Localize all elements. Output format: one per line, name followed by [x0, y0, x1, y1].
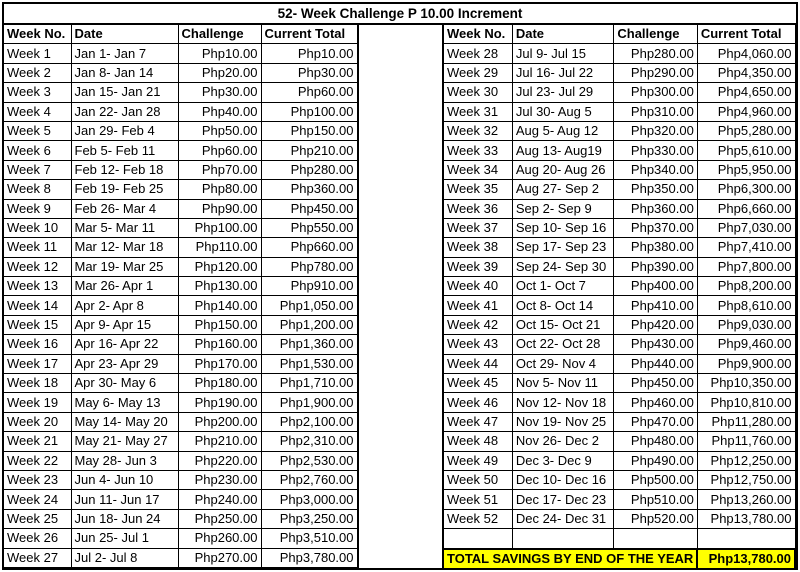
- header-date: Date: [512, 25, 614, 44]
- current-total-cell: Php1,050.00: [261, 296, 357, 315]
- current-total-cell: Php5,280.00: [697, 121, 795, 140]
- current-total-cell: Php1,360.00: [261, 335, 357, 354]
- table-row: [4, 160, 357, 179]
- date-cell: Jun 4- Jun 10: [71, 470, 178, 489]
- week-no-cell: Week 42: [444, 315, 512, 334]
- week-no-cell: Week 8: [4, 180, 71, 199]
- table-row: [4, 470, 357, 489]
- table-row: [444, 374, 795, 393]
- current-total-cell: [697, 529, 795, 549]
- challenge-cell: Php470.00: [614, 412, 697, 431]
- week-no-cell: Week 2: [4, 63, 71, 82]
- table-row: [4, 529, 357, 548]
- table-row: [4, 393, 357, 412]
- date-cell: Apr 9- Apr 15: [71, 315, 178, 334]
- challenge-cell: Php340.00: [614, 160, 697, 179]
- challenge-cell: Php250.00: [178, 509, 261, 528]
- table-row: [444, 509, 795, 528]
- challenge-cell: Php210.00: [178, 432, 261, 451]
- challenge-cell: Php270.00: [178, 548, 261, 567]
- week-no-cell: Week 15: [4, 315, 71, 334]
- header-challenge: Challenge: [178, 25, 261, 44]
- current-total-cell: Php8,610.00: [697, 296, 795, 315]
- date-cell: Jun 25- Jul 1: [71, 529, 178, 548]
- week-no-cell: Week 25: [4, 509, 71, 528]
- current-total-cell: Php210.00: [261, 141, 357, 160]
- date-cell: Jun 18- Jun 24: [71, 509, 178, 528]
- date-cell: Oct 8- Oct 14: [512, 296, 614, 315]
- current-total-cell: Php2,530.00: [261, 451, 357, 470]
- challenge-cell: Php320.00: [614, 121, 697, 140]
- date-cell: May 28- Jun 3: [71, 451, 178, 470]
- challenge-cell: Php150.00: [178, 315, 261, 334]
- week-no-cell: Week 36: [444, 199, 512, 218]
- current-total-cell: Php100.00: [261, 102, 357, 121]
- date-cell: Mar 19- Mar 25: [71, 257, 178, 276]
- current-total-cell: Php6,300.00: [697, 180, 795, 199]
- current-total-cell: Php1,900.00: [261, 393, 357, 412]
- date-cell: Sep 10- Sep 16: [512, 218, 614, 237]
- challenge-cell: Php180.00: [178, 374, 261, 393]
- date-cell: Nov 12- Nov 18: [512, 393, 614, 412]
- date-cell: Aug 27- Sep 2: [512, 180, 614, 199]
- current-total-cell: Php4,350.00: [697, 63, 795, 82]
- date-cell: Nov 19- Nov 25: [512, 412, 614, 431]
- table-row: [4, 509, 357, 528]
- week-no-cell: Week 22: [4, 451, 71, 470]
- challenge-cell: Php480.00: [614, 432, 697, 451]
- table-row: [444, 257, 795, 276]
- table-row: [4, 490, 357, 509]
- challenge-cell: Php140.00: [178, 296, 261, 315]
- week-no-cell: Week 33: [444, 141, 512, 160]
- table-row: [444, 277, 795, 296]
- date-cell: Dec 3- Dec 9: [512, 451, 614, 470]
- date-cell: [512, 529, 614, 549]
- current-total-cell: Php2,760.00: [261, 470, 357, 489]
- table-row: [4, 451, 357, 470]
- challenge-cell: Php280.00: [614, 44, 697, 63]
- week-no-cell: Week 34: [444, 160, 512, 179]
- current-total-cell: Php910.00: [261, 277, 357, 296]
- table-row: [4, 335, 357, 354]
- week-no-cell: Week 43: [444, 335, 512, 354]
- week-no-cell: Week 16: [4, 335, 71, 354]
- week-no-cell: Week 27: [4, 548, 71, 567]
- week-no-cell: Week 48: [444, 432, 512, 451]
- challenge-cell: Php510.00: [614, 490, 697, 509]
- current-total-cell: Php280.00: [261, 160, 357, 179]
- challenge-cell: Php10.00: [178, 44, 261, 63]
- challenge-cell: Php410.00: [614, 296, 697, 315]
- challenge-cell: Php520.00: [614, 509, 697, 528]
- date-cell: Dec 17- Dec 23: [512, 490, 614, 509]
- table-row: [444, 238, 795, 257]
- table-row: [4, 277, 357, 296]
- table-row: [444, 432, 795, 451]
- challenge-cell: Php20.00: [178, 63, 261, 82]
- challenge-cell: Php360.00: [614, 199, 697, 218]
- week-no-cell: Week 13: [4, 277, 71, 296]
- date-cell: Dec 24- Dec 31: [512, 509, 614, 528]
- current-total-cell: Php4,650.00: [697, 83, 795, 102]
- date-cell: Apr 2- Apr 8: [71, 296, 178, 315]
- challenge-cell: Php110.00: [178, 238, 261, 257]
- week-no-cell: Week 6: [4, 141, 71, 160]
- total-row: [444, 549, 795, 569]
- current-total-cell: Php9,030.00: [697, 315, 795, 334]
- week-no-cell: Week 20: [4, 412, 71, 431]
- table-row: [4, 180, 357, 199]
- date-cell: Feb 19- Feb 25: [71, 180, 178, 199]
- challenge-cell: Php390.00: [614, 257, 697, 276]
- current-total-cell: Php5,610.00: [697, 141, 795, 160]
- week-no-cell: Week 45: [444, 374, 512, 393]
- challenge-cell: Php40.00: [178, 102, 261, 121]
- date-cell: Jan 29- Feb 4: [71, 121, 178, 140]
- date-cell: Aug 13- Aug19: [512, 141, 614, 160]
- challenge-cell: Php310.00: [614, 102, 697, 121]
- week-no-cell: Week 24: [4, 490, 71, 509]
- header-week-no: Week No.: [444, 25, 512, 44]
- challenge-cell: Php490.00: [614, 451, 697, 470]
- table-row: [444, 315, 795, 334]
- header-challenge: Challenge: [614, 25, 697, 44]
- current-total-cell: Php10,810.00: [697, 393, 795, 412]
- week-no-cell: Week 50: [444, 470, 512, 489]
- week-no-cell: Week 30: [444, 83, 512, 102]
- challenge-cell: Php300.00: [614, 83, 697, 102]
- current-total-cell: Php3,250.00: [261, 509, 357, 528]
- date-cell: Jul 30- Aug 5: [512, 102, 614, 121]
- date-cell: Oct 22- Oct 28: [512, 335, 614, 354]
- current-total-cell: Php4,960.00: [697, 102, 795, 121]
- current-total-cell: Php30.00: [261, 63, 357, 82]
- challenge-cell: Php430.00: [614, 335, 697, 354]
- date-cell: Jul 16- Jul 22: [512, 63, 614, 82]
- date-cell: Sep 2- Sep 9: [512, 199, 614, 218]
- left-table-panel: [4, 25, 358, 568]
- week-no-cell: Week 18: [4, 374, 71, 393]
- week-no-cell: Week 4: [4, 102, 71, 121]
- date-cell: Sep 17- Sep 23: [512, 238, 614, 257]
- header-current-total: Current Total: [697, 25, 795, 44]
- week-no-cell: Week 11: [4, 238, 71, 257]
- savings-sheet: [2, 2, 798, 570]
- date-cell: Aug 5- Aug 12: [512, 121, 614, 140]
- current-total-cell: Php2,100.00: [261, 412, 357, 431]
- challenge-cell: Php230.00: [178, 470, 261, 489]
- week-no-cell: Week 47: [444, 412, 512, 431]
- current-total-cell: Php7,410.00: [697, 238, 795, 257]
- current-total-cell: Php9,900.00: [697, 354, 795, 373]
- table-row: [444, 44, 795, 63]
- week-no-cell: Week 12: [4, 257, 71, 276]
- header-date: Date: [71, 25, 178, 44]
- header-week-no: Week No.: [4, 25, 71, 44]
- date-cell: Jan 22- Jan 28: [71, 102, 178, 121]
- date-cell: Apr 30- May 6: [71, 374, 178, 393]
- week-no-cell: Week 3: [4, 83, 71, 102]
- current-total-cell: Php550.00: [261, 218, 357, 237]
- week-no-cell: Week 14: [4, 296, 71, 315]
- date-cell: Jul 23- Jul 29: [512, 83, 614, 102]
- current-total-cell: Php7,800.00: [697, 257, 795, 276]
- week-no-cell: Week 40: [444, 277, 512, 296]
- week-no-cell: Week 29: [444, 63, 512, 82]
- challenge-cell: Php330.00: [614, 141, 697, 160]
- current-total-cell: Php4,060.00: [697, 44, 795, 63]
- date-cell: Jan 1- Jan 7: [71, 44, 178, 63]
- week-no-cell: Week 37: [444, 218, 512, 237]
- week-no-cell: Week 35: [444, 180, 512, 199]
- table-row: [4, 102, 357, 121]
- current-total-cell: Php150.00: [261, 121, 357, 140]
- week-no-cell: Week 26: [4, 529, 71, 548]
- current-total-cell: Php11,760.00: [697, 432, 795, 451]
- week-no-cell: Week 9: [4, 199, 71, 218]
- current-total-cell: Php3,510.00: [261, 529, 357, 548]
- date-cell: May 21- May 27: [71, 432, 178, 451]
- weeks-table-right: [444, 25, 796, 570]
- current-total-cell: Php12,750.00: [697, 470, 795, 489]
- challenge-cell: Php70.00: [178, 160, 261, 179]
- current-total-cell: Php10.00: [261, 44, 357, 63]
- date-cell: Oct 1- Oct 7: [512, 277, 614, 296]
- date-cell: Nov 26- Dec 2: [512, 432, 614, 451]
- table-row: [444, 63, 795, 82]
- week-no-cell: Week 39: [444, 257, 512, 276]
- current-total-cell: Php3,780.00: [261, 548, 357, 567]
- table-row: [444, 83, 795, 102]
- challenge-cell: Php30.00: [178, 83, 261, 102]
- date-cell: Feb 12- Feb 18: [71, 160, 178, 179]
- week-no-cell: Week 32: [444, 121, 512, 140]
- challenge-cell: Php60.00: [178, 141, 261, 160]
- table-row: [444, 199, 795, 218]
- challenge-cell: Php80.00: [178, 180, 261, 199]
- challenge-cell: Php190.00: [178, 393, 261, 412]
- table-row: [444, 529, 795, 549]
- date-cell: Jul 9- Jul 15: [512, 44, 614, 63]
- sheet-title: 52- Week Challenge P 10.00 Increment: [4, 4, 796, 25]
- week-no-cell: Week 28: [444, 44, 512, 63]
- week-no-cell: Week 49: [444, 451, 512, 470]
- table-row: [444, 121, 795, 140]
- date-cell: Nov 5- Nov 11: [512, 374, 614, 393]
- table-row: [444, 354, 795, 373]
- challenge-cell: Php240.00: [178, 490, 261, 509]
- date-cell: May 14- May 20: [71, 412, 178, 431]
- challenge-cell: Php290.00: [614, 63, 697, 82]
- challenge-cell: Php120.00: [178, 257, 261, 276]
- table-row: [4, 296, 357, 315]
- week-no-cell: Week 46: [444, 393, 512, 412]
- date-cell: Aug 20- Aug 26: [512, 160, 614, 179]
- current-total-cell: Php12,250.00: [697, 451, 795, 470]
- current-total-cell: Php11,280.00: [697, 412, 795, 431]
- date-cell: Apr 16- Apr 22: [71, 335, 178, 354]
- week-no-cell: Week 23: [4, 470, 71, 489]
- current-total-cell: Php1,710.00: [261, 374, 357, 393]
- week-no-cell: Week 41: [444, 296, 512, 315]
- table-row: [4, 257, 357, 276]
- current-total-cell: Php7,030.00: [697, 218, 795, 237]
- table-row: [4, 44, 357, 63]
- table-row: [4, 315, 357, 334]
- challenge-cell: [614, 529, 697, 549]
- table-row: [444, 141, 795, 160]
- challenge-cell: Php220.00: [178, 451, 261, 470]
- current-total-cell: Php1,530.00: [261, 354, 357, 373]
- current-total-cell: Php13,780.00: [697, 509, 795, 528]
- date-cell: Feb 5- Feb 11: [71, 141, 178, 160]
- challenge-cell: Php170.00: [178, 354, 261, 373]
- challenge-cell: Php160.00: [178, 335, 261, 354]
- weeks-table-left: [4, 25, 358, 568]
- challenge-cell: Php370.00: [614, 218, 697, 237]
- week-no-cell: Week 1: [4, 44, 71, 63]
- table-row: [444, 180, 795, 199]
- total-savings-label: TOTAL SAVINGS BY END OF THE YEAR: [444, 549, 697, 569]
- date-cell: Mar 5- Mar 11: [71, 218, 178, 237]
- table-row: [4, 63, 357, 82]
- current-total-cell: Php6,660.00: [697, 199, 795, 218]
- week-no-cell: Week 38: [444, 238, 512, 257]
- challenge-cell: Php200.00: [178, 412, 261, 431]
- date-cell: Jul 2- Jul 8: [71, 548, 178, 567]
- current-total-cell: Php9,460.00: [697, 335, 795, 354]
- current-total-cell: Php660.00: [261, 238, 357, 257]
- challenge-cell: Php460.00: [614, 393, 697, 412]
- current-total-cell: Php3,000.00: [261, 490, 357, 509]
- current-total-cell: Php10,350.00: [697, 374, 795, 393]
- challenge-cell: Php400.00: [614, 277, 697, 296]
- date-cell: Jan 15- Jan 21: [71, 83, 178, 102]
- table-row: [4, 548, 357, 567]
- right-table-panel: [444, 25, 796, 570]
- current-total-cell: Php360.00: [261, 180, 357, 199]
- table-row: [4, 432, 357, 451]
- date-cell: Sep 24- Sep 30: [512, 257, 614, 276]
- table-row: [4, 412, 357, 431]
- week-no-cell: Week 10: [4, 218, 71, 237]
- current-total-cell: Php780.00: [261, 257, 357, 276]
- week-no-cell: Week 17: [4, 354, 71, 373]
- table-row: [4, 141, 357, 160]
- table-row: [444, 412, 795, 431]
- left-table-body: [4, 44, 357, 568]
- challenge-cell: Php350.00: [614, 180, 697, 199]
- date-cell: Mar 12- Mar 18: [71, 238, 178, 257]
- challenge-cell: Php380.00: [614, 238, 697, 257]
- table-row: [4, 121, 357, 140]
- challenge-cell: Php50.00: [178, 121, 261, 140]
- table-row: [444, 296, 795, 315]
- table-row: [4, 238, 357, 257]
- date-cell: Oct 29- Nov 4: [512, 354, 614, 373]
- date-cell: Jun 11- Jun 17: [71, 490, 178, 509]
- date-cell: Oct 15- Oct 21: [512, 315, 614, 334]
- challenge-cell: Php130.00: [178, 277, 261, 296]
- challenge-cell: Php100.00: [178, 218, 261, 237]
- table-row: [4, 374, 357, 393]
- header-row: [444, 25, 795, 44]
- challenge-cell: Php420.00: [614, 315, 697, 334]
- table-row: [4, 218, 357, 237]
- table-row: [444, 451, 795, 470]
- week-no-cell: Week 44: [444, 354, 512, 373]
- current-total-cell: Php13,260.00: [697, 490, 795, 509]
- week-no-cell: Week 21: [4, 432, 71, 451]
- column-divider: [357, 25, 444, 568]
- week-no-cell: Week 5: [4, 121, 71, 140]
- current-total-cell: Php1,200.00: [261, 315, 357, 334]
- week-no-cell: Week 7: [4, 160, 71, 179]
- date-cell: Feb 26- Mar 4: [71, 199, 178, 218]
- current-total-cell: Php60.00: [261, 83, 357, 102]
- week-no-cell: Week 19: [4, 393, 71, 412]
- current-total-cell: Php2,310.00: [261, 432, 357, 451]
- current-total-cell: Php5,950.00: [697, 160, 795, 179]
- table-row: [444, 102, 795, 121]
- table-row: [444, 470, 795, 489]
- table-row: [4, 83, 357, 102]
- table-row: [444, 160, 795, 179]
- current-total-cell: Php8,200.00: [697, 277, 795, 296]
- total-savings-value: Php13,780.00: [697, 549, 795, 569]
- date-cell: Dec 10- Dec 16: [512, 470, 614, 489]
- week-no-cell: Week 51: [444, 490, 512, 509]
- table-row: [444, 218, 795, 237]
- challenge-cell: Php450.00: [614, 374, 697, 393]
- date-cell: May 6- May 13: [71, 393, 178, 412]
- date-cell: Apr 23- Apr 29: [71, 354, 178, 373]
- table-row: [4, 354, 357, 373]
- date-cell: Mar 26- Apr 1: [71, 277, 178, 296]
- current-total-cell: Php450.00: [261, 199, 357, 218]
- week-no-cell: [444, 529, 512, 549]
- table-row: [444, 393, 795, 412]
- challenge-cell: Php260.00: [178, 529, 261, 548]
- week-no-cell: Week 31: [444, 102, 512, 121]
- right-table-body: [444, 44, 795, 549]
- header-current-total: Current Total: [261, 25, 357, 44]
- challenge-cell: Php440.00: [614, 354, 697, 373]
- challenge-cell: Php500.00: [614, 470, 697, 489]
- table-row: [444, 490, 795, 509]
- challenge-cell: Php90.00: [178, 199, 261, 218]
- week-no-cell: Week 52: [444, 509, 512, 528]
- header-row: [4, 25, 357, 44]
- table-row: [444, 335, 795, 354]
- table-row: [4, 199, 357, 218]
- date-cell: Jan 8- Jan 14: [71, 63, 178, 82]
